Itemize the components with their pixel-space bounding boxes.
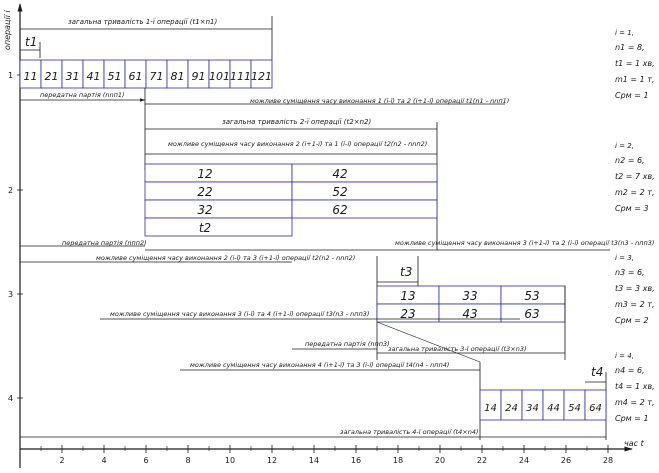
op1-cell-label: 61 [128,70,143,83]
op2-cell-label: 32 [197,203,213,217]
row-label-4: 4 [8,394,14,403]
op3-param-m: m3 = 2 т, [615,300,655,309]
op2-cell [292,164,437,182]
op1-cell-label: 101 [209,70,230,83]
op1-param-t: t1 = 1 хв, [615,59,655,68]
op3-batch-label: передатна партія (nпп3) [305,340,390,348]
operation-2 [20,118,437,262]
op3-t-label: t3 [400,265,413,279]
op4-cell-label: 34 [526,403,539,414]
x-tick-label: 10 [224,456,236,465]
op4-t-label: t4 [591,365,604,379]
op2-cell [292,200,437,218]
operation-4 [20,361,606,440]
op2-param-n: n2 = 6, [615,156,645,165]
row-label-2: 2 [8,186,14,195]
op2-param-c: Cрм = 3 [615,204,649,213]
row-labels [8,71,23,403]
op1-cells [20,60,272,88]
op4-cell-label: 14 [484,403,497,414]
op1-cell-label: 21 [44,70,59,83]
op3-overlap-bottom-label: можливе суміщення часу виконання 3 (i-ї) та 4 (i+1-ї) операції t3(n3 - nпп3) [110,310,370,318]
op1-cell-label: 41 [86,70,101,83]
op2-param-i: i = 2, [615,142,634,150]
x-ticks [41,445,613,465]
op2-cell-label: 62 [332,203,348,217]
x-tick-label: 2 [59,456,65,465]
op2-cells [145,164,437,236]
op1-cell-label: 31 [65,70,80,83]
op1-param-n: n1 = 8, [615,43,645,52]
x-tick-label: 22 [476,456,488,465]
op2-cell-label: 42 [332,167,348,181]
op2-cell-label: 12 [197,167,213,181]
op2-cell [292,182,437,200]
op3-cells [377,286,565,322]
x-tick-label: 8 [185,456,191,465]
row-label-3: 3 [8,290,14,299]
op2-param-t: t2 = 7 хв, [615,172,655,181]
op4-cell-label: 54 [568,403,581,414]
x-tick-label: 26 [560,456,572,465]
op1-total-label: загальна тривалість 1-ї операції (t1×n1) [68,18,218,26]
op1-cell-label: 11 [23,70,38,83]
op1-cell-label: 51 [107,70,122,83]
op4-cell-label: 44 [547,403,560,414]
op1-cell-label: 81 [170,70,185,83]
op2-overlap-bottom-label: можливе суміщення часу виконання 2 (i-ї) та 3 (i+1-ї) операції t2(n2 - nnп2) [96,254,356,262]
op1-param-m: m1 = 1 т, [615,75,655,84]
op2-t-label: t2 [198,221,212,235]
op3-cell-label: 23 [400,307,416,321]
x-tick-label: 14 [308,456,320,465]
x-tick-label: 20 [434,456,446,465]
op3-cell-label: 13 [400,289,416,303]
op3-param-t: t3 = 3 хв, [615,284,655,293]
op1-cell-label: 121 [251,70,272,83]
op4-cell-label: 24 [505,403,518,414]
op4-param-c: Cрм = 1 [615,414,649,423]
op2-total-label: загальна тривалість 2-ї операції (t2×n2) [222,118,372,126]
op4-param-m: m4 = 2 т, [615,398,655,407]
row-label-1: 1 [8,71,14,80]
op2-t-cell [145,218,292,236]
x-tick-label: 24 [518,456,530,465]
op2-param-m: m2 = 2 т, [615,188,655,197]
x-axis-label: час t [624,439,644,448]
op1-batch-label: передатна партія (nnп1) [40,91,125,99]
x-tick-label: 6 [143,456,149,465]
op3-param-i: i = 3, [615,254,634,262]
op1-t-label: t1 [25,35,38,49]
op3-overlap-top-label: можливе суміщення часу виконання 3 (i+1-ї) та 2 (i-ї) операції t3(n3 - nпп3) [395,239,655,247]
x-tick-label: 16 [350,456,362,465]
op4-param-n: n4 = 6, [615,366,645,375]
op4-cell-label: 64 [589,403,602,414]
op2-cell [145,164,292,182]
x-tick-label: 28 [602,456,614,465]
op4-overlap-top-label: можливе суміщення часу виконання 4 (i+1-ї) та 3 (i-ї) операції t4(n4 - nпп4) [190,361,450,369]
x-tick-label: 4 [101,456,107,465]
op4-cells [480,390,606,420]
x-tick-label: 12 [266,456,278,465]
op2-cell-label: 22 [197,185,213,199]
op1-cell-label: 91 [191,70,206,83]
op3-param-n: n3 = 6, [615,268,645,277]
op4-param-t: t4 = 1 хв, [615,382,655,391]
op1-param-c: Cрм = 1 [615,91,649,100]
y-axis-label: операції i [3,10,12,50]
op2-overlap-top-label: можливе суміщення часу виконання 2 (i+1-ї) та 1 (i-ї) операції t2(n2 - nnп2) [168,140,428,148]
op3-param-c: Cрм = 2 [615,316,649,325]
op4-total-label: загальна тривалість 4-ї операції (t4×n4) [340,428,479,436]
op1-cell-label: 71 [149,70,164,83]
op2-cell [145,182,292,200]
op3-cell-label: 33 [462,289,478,303]
x-tick-label: 18 [392,456,404,465]
op3-total-label: загальна тривалість 3-ї операції (t3×n3) [388,345,527,353]
op3-cell-label: 53 [524,289,540,303]
op1-overlap-label: можливе суміщення часу виконання 1 (i-ї) та 2 (i+1-ї) операції t1(n1 - nnп1) [250,97,510,105]
op2-cell-label: 52 [332,185,348,199]
op1-cell-label: 111 [230,70,251,83]
op2-cell [145,200,292,218]
op1-param-i: i = 1, [615,29,634,37]
op3-cell-label: 63 [524,307,540,321]
op3-cell-label: 43 [462,307,478,321]
op4-param-i: i = 4, [615,352,634,360]
op2-batch-label: передатна партія (nпп2) [62,239,147,247]
parameter-blocks [615,29,655,423]
